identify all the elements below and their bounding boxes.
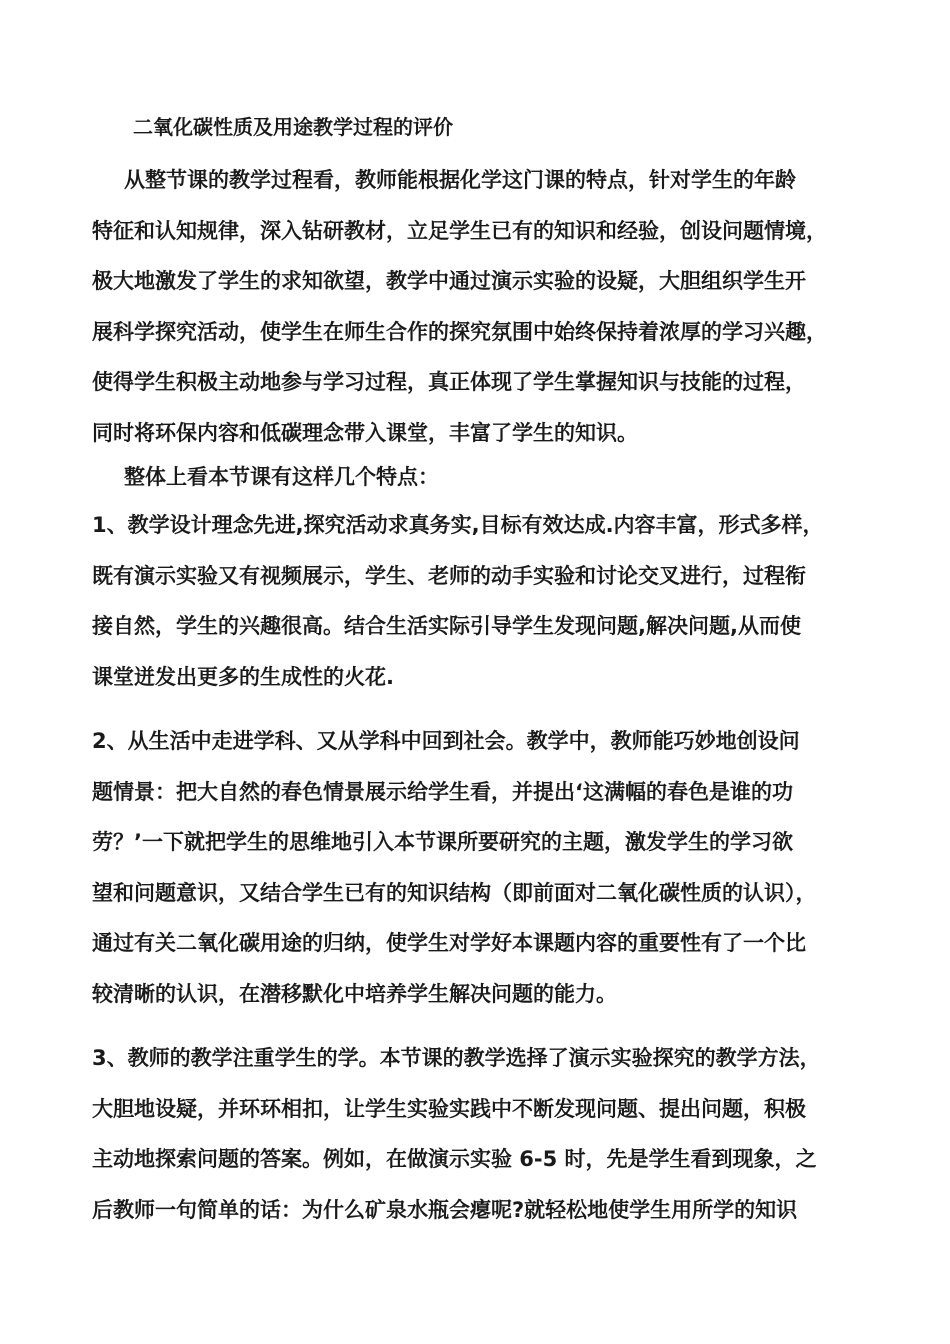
text-line: 使得学生积极主动地参与学习过程，真正体现了学生掌握知识与技能的过程， bbox=[92, 370, 806, 394]
text-line: 大胆地设疑，并环环相扣，让学生实验实践中不断发现问题、提出问题，积极 bbox=[92, 1096, 806, 1121]
text-line: 2、从生活中走进学科、又从学科中回到社会。教学中，教师能巧妙地创设问 bbox=[92, 729, 800, 753]
text-line: 从整节课的教学过程看，教师能根据化学这门课的特点，针对学生的年龄 bbox=[124, 168, 796, 192]
text-line: 3、教师的教学注重学生的学。本节课的教学选择了演示实验探究的教学方法， bbox=[92, 1046, 821, 1070]
document-title: 二氧化碳性质及用途教学过程的评价 bbox=[133, 115, 453, 139]
paragraph-overview bbox=[92, 155, 827, 458]
text-line: 题情景：把大自然的春色情景展示给学生看，并提出‘这满幅的春色是谁的功 bbox=[92, 779, 793, 804]
text-line: 较清晰的认识，在潜移默化中培养学生解决问题的能力。 bbox=[92, 981, 617, 1006]
text-line: 主动地探索问题的答案。例如，在做演示实验 6-5 时，先是学生看到现象，之 bbox=[92, 1147, 817, 1171]
text-line: 同时将环保内容和低碳理念带入课堂，丰富了学生的知识。 bbox=[92, 420, 638, 445]
text-line: 既有演示实验又有视频展示，学生、老师的动手实验和讨论交叉进行，过程衔 bbox=[92, 563, 806, 588]
text-line: 特征和认知规律，深入钻研教材，立足学生已有的知识和经验，创设问题情境， bbox=[92, 218, 827, 243]
text-line: 课堂迸发出更多的生成性的火花. bbox=[92, 664, 394, 689]
text-line: 通过有关二氧化碳用途的归纳，使学生对学好本课题内容的重要性有了一个比 bbox=[92, 931, 806, 955]
text-line: 接自然，学生的兴趣很高。结合生活实际引导学生发现问题,解决问题,从而使 bbox=[92, 614, 801, 638]
paragraph-point-2 bbox=[92, 716, 817, 1019]
text-line: 展科学探究活动，使学生在师生合作的探究氛围中始终保持着浓厚的学习兴趣， bbox=[92, 319, 827, 344]
text-line: 望和问题意识，又结合学生已有的知识结构（即前面对二氧化碳性质的认识）， bbox=[92, 880, 817, 905]
text-line: 劳？’一下就把学生的思维地引入本节课所要研究的主题，激发学生的学习欲 bbox=[92, 830, 793, 854]
paragraph-point-1 bbox=[92, 500, 824, 702]
paragraph-point-3 bbox=[92, 1033, 821, 1235]
text-line: 极大地激发了学生的求知欲望，教学中通过演示实验的设疑，大胆组织学生开 bbox=[92, 269, 806, 293]
text-line: 整体上看本节课有这样几个特点： bbox=[124, 465, 439, 489]
text-line: 后教师一句简单的话：为什么矿泉水瓶会瘪呢?就轻松地使学生用所学的知识 bbox=[92, 1197, 798, 1222]
text-line: 1、教学设计理念先进,探究活动求真务实,目标有效达成.内容丰富，形式多样， bbox=[92, 513, 824, 537]
paragraph-features-intro bbox=[92, 452, 439, 503]
